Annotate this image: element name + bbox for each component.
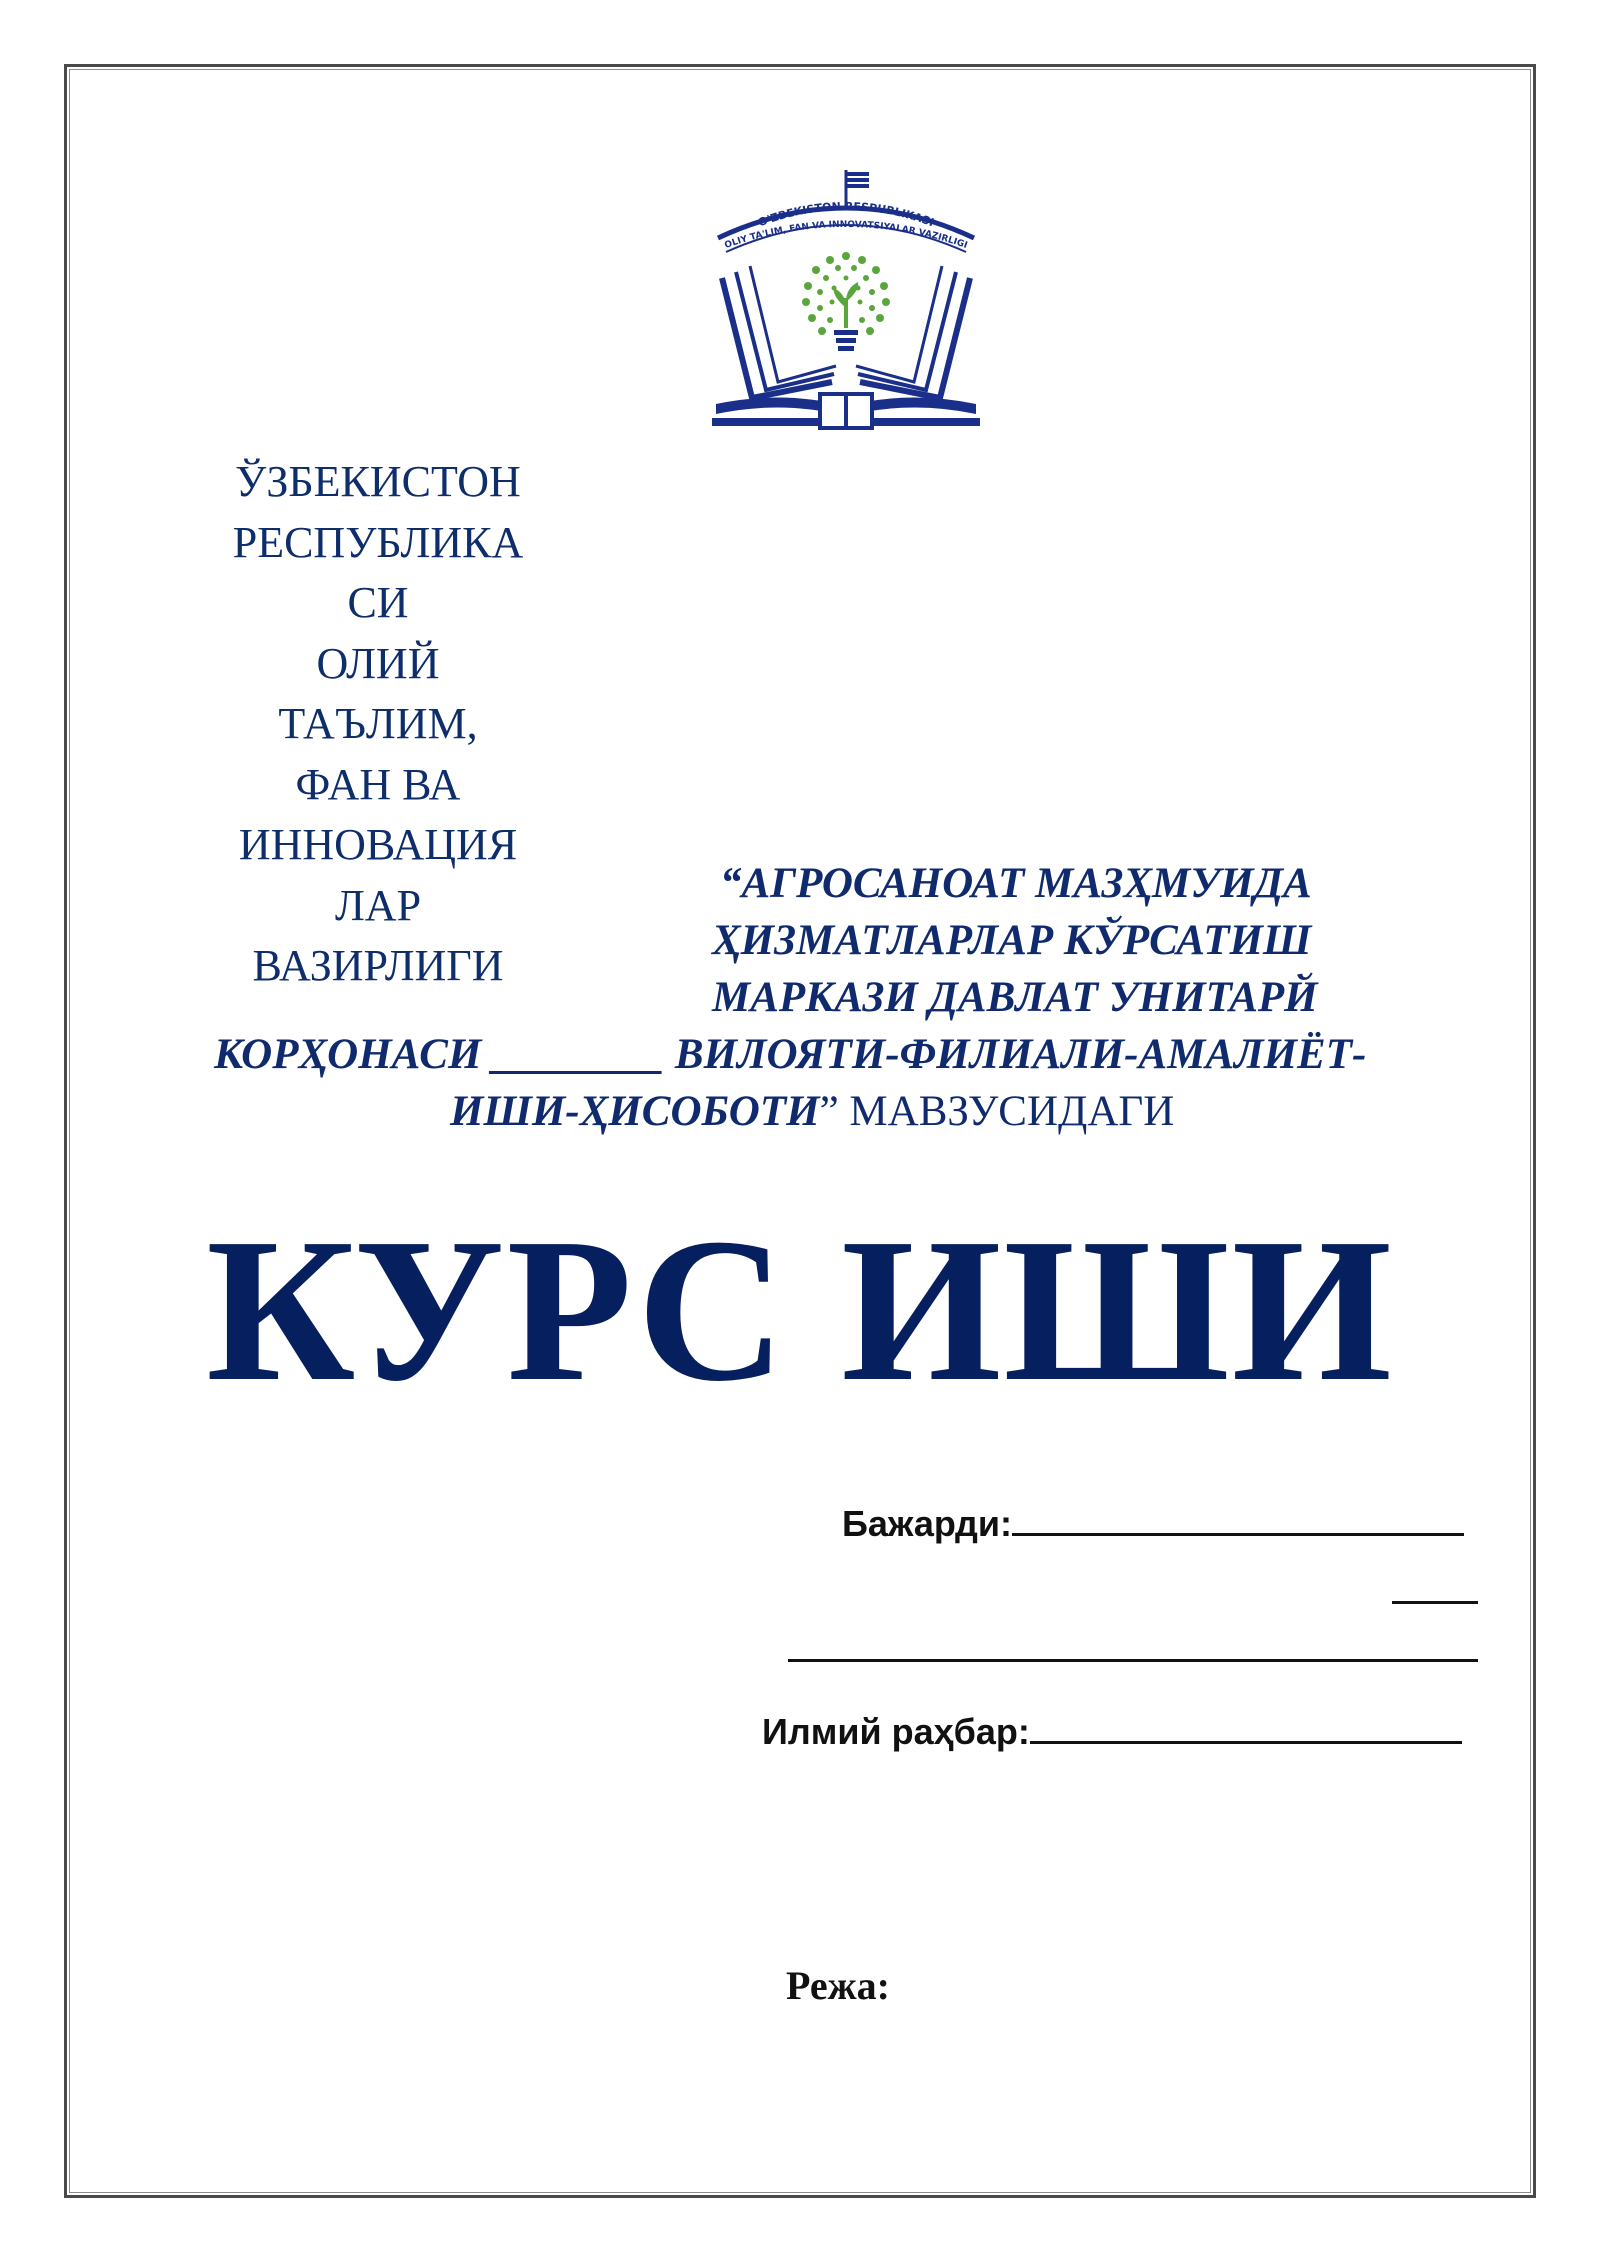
topic-line-5	[450, 1084, 1174, 1140]
plan-heading: Режа:	[786, 1963, 890, 2008]
ministry-line: ОЛИЙ	[316, 638, 440, 688]
ministry-line: ИННОВАЦИЯ	[238, 820, 518, 869]
ministry-line: РЕСПУБЛИКА	[232, 517, 524, 567]
supervisor-field	[762, 1708, 1462, 1754]
performed-by-continuation-2	[788, 1626, 1478, 1672]
performed-by-blank-3	[788, 1626, 1478, 1662]
document-title: КУРС ИШИ	[206, 1195, 1394, 1424]
logo-arc-text-2: OLIY TA'LIM, FAN VA INNOVATSIYALAR VAZIRLIGI	[723, 219, 969, 251]
supervisor-blank	[1030, 1708, 1462, 1744]
logo-arc-text-1: O'ZBEKISTON RESPUBLIKASI	[756, 199, 936, 230]
performed-by-field	[842, 1500, 1464, 1546]
ministry-line: ВАЗИРЛИГИ	[252, 941, 504, 990]
supervisor-label: Илмий раҳбар:	[762, 1711, 1030, 1752]
topic-subject-suffix: ” МАВЗУСИДАГИ	[819, 1088, 1175, 1135]
ministry-line: СИ	[347, 578, 409, 627]
ministry-line: ФАН ВА	[295, 759, 461, 809]
performed-by-continuation	[1392, 1568, 1478, 1614]
performed-by-blank-2	[1392, 1568, 1478, 1604]
performed-by-label: Бажарди:	[842, 1503, 1012, 1544]
topic-report-label: ИШИ-ҲИСОБОТИ	[450, 1088, 820, 1135]
ministry-name	[200, 452, 556, 997]
ministry-line: ЛАР	[334, 880, 422, 930]
ministry-line: ЎЗБЕКИСТОН	[235, 457, 521, 506]
ministry-logo	[712, 168, 980, 430]
topic-line-3: МАРКАЗИ ДАВЛАТ УНИТАРЙ	[712, 974, 1318, 1021]
topic-line-1: “АГРОСАНОАТ МАЗҲМУИДА	[720, 860, 1312, 907]
performed-by-blank	[1012, 1500, 1464, 1536]
topic-line-4: КОРҲОНАСИ ________ ВИЛОЯТИ-ФИЛИАЛИ-АМАЛИЁТ-	[214, 1031, 1367, 1078]
ministry-line: ТАЪЛИМ,	[278, 699, 478, 748]
topic-line-2: ҲИЗМАТЛАРЛАР КЎРСАТИШ	[712, 917, 1312, 964]
